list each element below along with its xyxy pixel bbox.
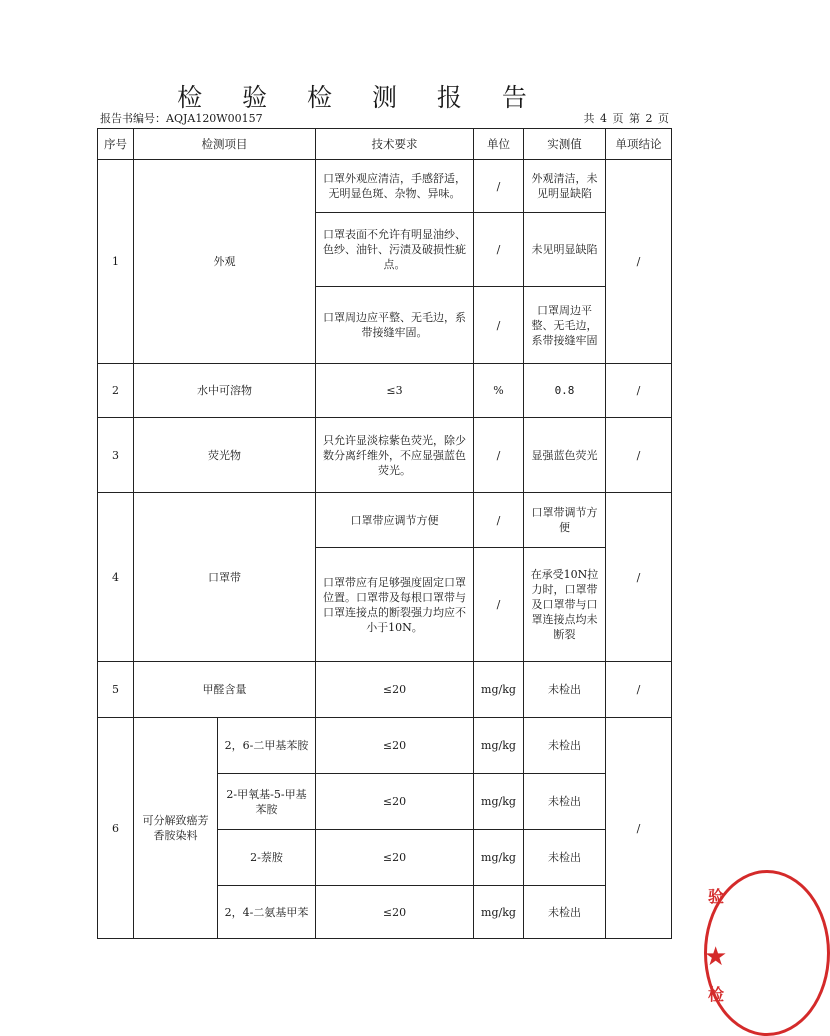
row-value: 未检出 xyxy=(524,830,606,886)
results-table xyxy=(97,128,672,939)
stamp-char: 检 xyxy=(708,985,725,1004)
row-unit: mg/kg xyxy=(474,662,524,718)
row-no: 3 xyxy=(98,418,134,493)
col-header-requirement: 技术要求 xyxy=(316,129,474,160)
table-row xyxy=(98,160,672,213)
row-value: 未检出 xyxy=(524,718,606,774)
row-requirement: ≤20 xyxy=(316,886,474,939)
row-conclusion: / xyxy=(606,418,672,493)
row-item: 甲醛含量 xyxy=(134,662,316,718)
row-unit: / xyxy=(474,160,524,213)
row-value: 外观清洁，未见明显缺陷 xyxy=(524,160,606,213)
table-row xyxy=(98,418,672,493)
row-requirement: 口罩表面不允许有明显油纱、色纱、油针、污渍及破损性疵点。 xyxy=(316,213,474,287)
row-no: 1 xyxy=(98,160,134,364)
row-value: 未检出 xyxy=(524,886,606,939)
row-requirement: 口罩外观应清洁，手感舒适，无明显色斑、杂物、异味。 xyxy=(316,160,474,213)
row-subitem: 2，4-二氨基甲苯 xyxy=(218,886,316,939)
row-item: 荧光物 xyxy=(134,418,316,493)
row-item: 可分解致癌芳香胺染料 xyxy=(134,718,218,939)
row-value: 口罩带调节方便 xyxy=(524,493,606,548)
table-header-row xyxy=(98,129,672,160)
row-unit: / xyxy=(474,287,524,364)
row-value: 未见明显缺陷 xyxy=(524,213,606,287)
inspection-stamp xyxy=(700,870,760,1030)
row-unit: / xyxy=(474,548,524,662)
row-requirement: 口罩带应调节方便 xyxy=(316,493,474,548)
row-no: 2 xyxy=(98,364,134,418)
row-value: 在承受10N拉力时，口罩带及口罩带与口罩连接点均未断裂 xyxy=(524,548,606,662)
row-conclusion: / xyxy=(606,662,672,718)
row-unit: / xyxy=(474,418,524,493)
row-no: 6 xyxy=(98,718,134,939)
row-unit: mg/kg xyxy=(474,774,524,830)
row-value: 未检出 xyxy=(524,774,606,830)
table-row xyxy=(98,718,672,774)
row-requirement: ≤3 xyxy=(316,364,474,418)
row-conclusion: / xyxy=(606,718,672,939)
row-unit: / xyxy=(474,493,524,548)
row-unit: mg/kg xyxy=(474,886,524,939)
col-header-no: 序号 xyxy=(98,129,134,160)
row-item: 水中可溶物 xyxy=(134,364,316,418)
row-subitem: 2-甲氧基-5-甲基苯胺 xyxy=(218,774,316,830)
row-requirement: ≤20 xyxy=(316,774,474,830)
row-conclusion: / xyxy=(606,493,672,662)
row-item: 外观 xyxy=(134,160,316,364)
row-requirement: ≤20 xyxy=(316,718,474,774)
report-title: 检 验 检 测 报 告 xyxy=(177,83,543,112)
table-row xyxy=(98,493,672,548)
row-subitem: 2，6-二甲基苯胺 xyxy=(218,718,316,774)
row-requirement: 口罩周边应平整、无毛边，系带接缝牢固。 xyxy=(316,287,474,364)
row-requirement: 只允许显淡棕紫色荧光，除少数分离纤维外，不应显强蓝色荧光。 xyxy=(316,418,474,493)
row-requirement: ≤20 xyxy=(316,830,474,886)
row-requirement: 口罩带应有足够强度固定口罩位置。口罩带及每根口罩带与口罩连接点的断裂强力均应不小于10N。 xyxy=(316,548,474,662)
report-number: 报告书编号：AQJA120W00157 xyxy=(100,112,263,125)
col-header-item: 检测项目 xyxy=(134,129,316,160)
row-unit: % xyxy=(474,364,524,418)
row-value: 显强蓝色荧光 xyxy=(524,418,606,493)
stamp-char: 验 xyxy=(708,887,725,906)
row-value: 0.8 xyxy=(524,364,606,418)
row-no: 4 xyxy=(98,493,134,662)
row-conclusion: / xyxy=(606,160,672,364)
row-unit: mg/kg xyxy=(474,718,524,774)
row-item: 口罩带 xyxy=(134,493,316,662)
table-row xyxy=(98,364,672,418)
row-unit: mg/kg xyxy=(474,830,524,886)
table-row xyxy=(98,662,672,718)
row-subitem: 2-萘胺 xyxy=(218,830,316,886)
row-conclusion: / xyxy=(606,364,672,418)
col-header-value: 实测值 xyxy=(524,129,606,160)
row-unit: / xyxy=(474,213,524,287)
row-value: 口罩周边平整、无毛边，系带接缝牢固 xyxy=(524,287,606,364)
row-no: 5 xyxy=(98,662,134,718)
page-info: 共 4 页 第 2 页 xyxy=(583,112,670,125)
stamp-star-icon: ★ xyxy=(704,942,728,972)
col-header-unit: 单位 xyxy=(474,129,524,160)
col-header-conclusion: 单项结论 xyxy=(606,129,672,160)
row-value: 未检出 xyxy=(524,662,606,718)
row-requirement: ≤20 xyxy=(316,662,474,718)
